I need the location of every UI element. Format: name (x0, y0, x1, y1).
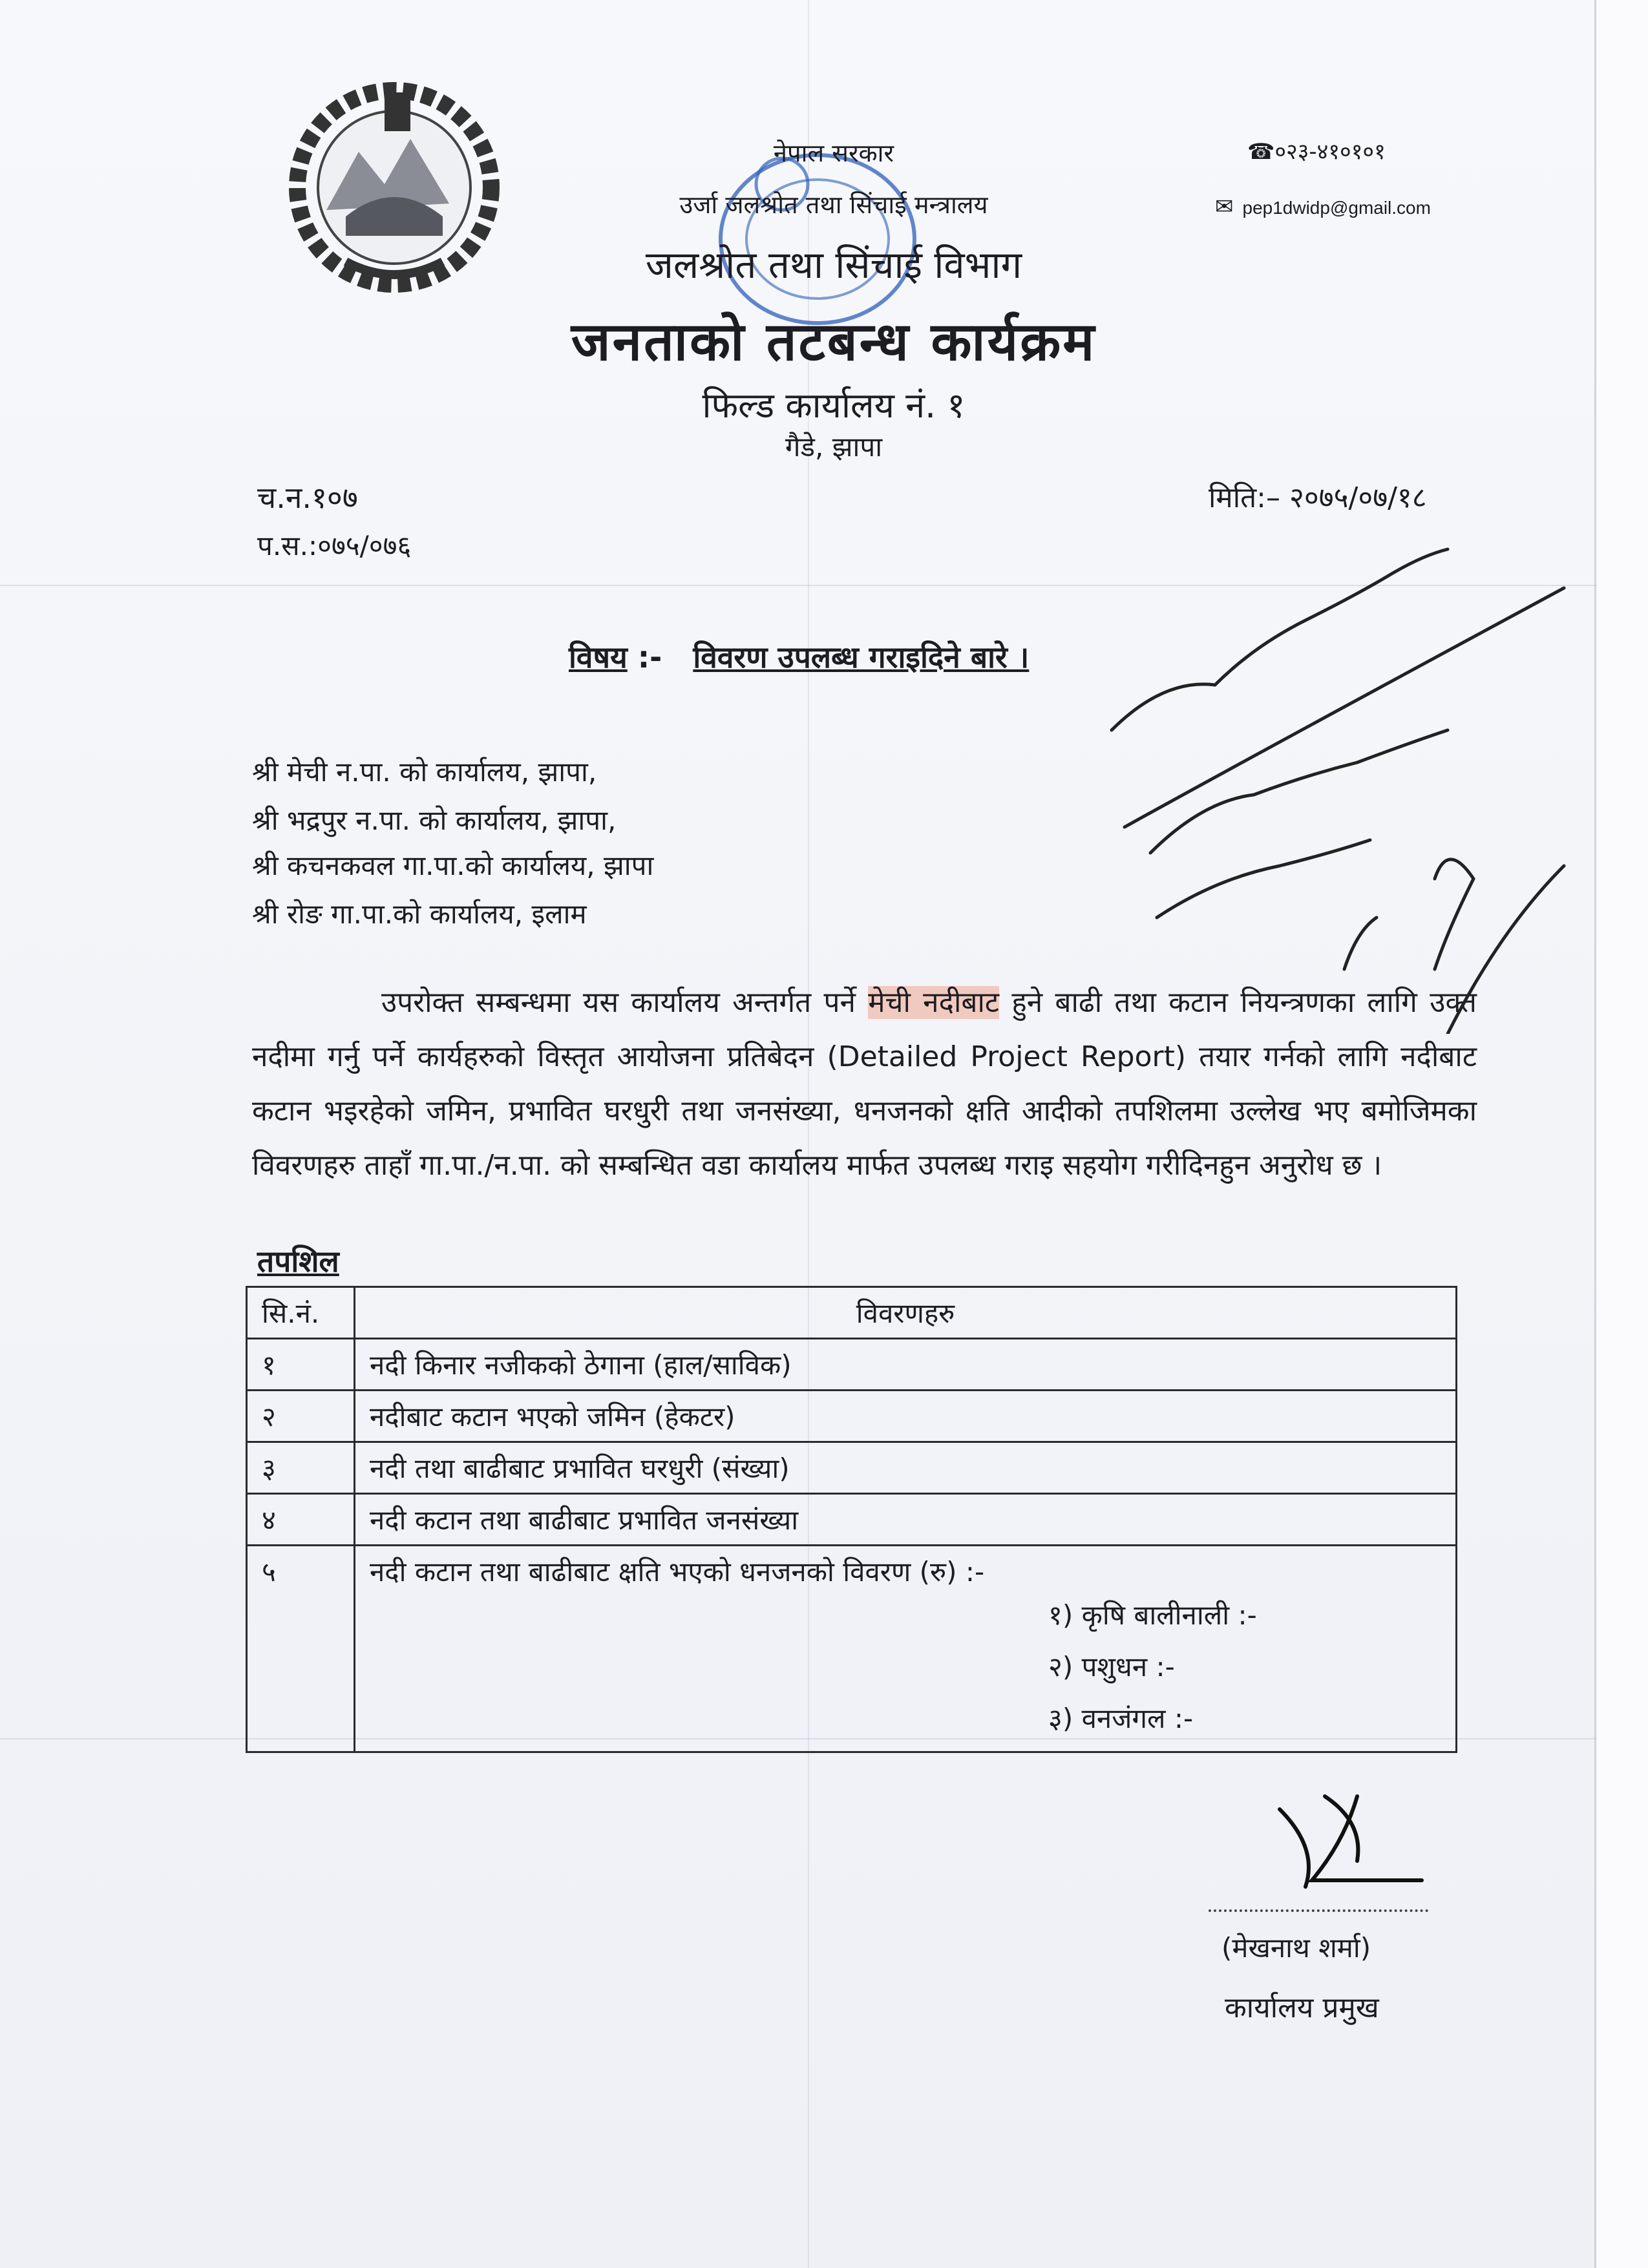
department-name: जलश्रोत तथा सिंचाई विभाग (645, 243, 1022, 287)
row-description (355, 1546, 1457, 1752)
email-address: pep1dwidp@gmail.com (1242, 198, 1431, 218)
phone-number: ०२३-४१०१०१ (1274, 139, 1386, 165)
subject-separator: :- (637, 640, 662, 675)
letter-date: मिति:– २०७५/०७/१८ (1209, 481, 1427, 514)
header-serial: सि.नं. (247, 1287, 355, 1339)
chalan-number: च.न.१०७ (257, 480, 358, 515)
row-description: नदी कटान तथा बाढीबाट प्रभावित जनसंख्या (355, 1494, 1457, 1546)
office-location: गैडे, झापा (785, 431, 883, 463)
ministry-name: उर्जा जलश्रोत तथा सिंचाई मन्त्रालय (679, 191, 988, 219)
envelope-icon: ✉ (1215, 194, 1234, 219)
header-details: विवरणहरु (355, 1287, 1457, 1339)
signatory-name: (मेखनाथ शर्मा) (1221, 1932, 1371, 1964)
addressee-4: श्री रोङ गा.पा.को कार्यालय, इलाम (252, 898, 587, 930)
government-name: नेपाल सरकार (773, 139, 894, 167)
addressee-2: श्री भद्रपुर न.पा. को कार्यालय, झापा, (252, 804, 617, 836)
row-description: नदीबाट कटान भएको जमिन (हेकटर) (355, 1391, 1457, 1442)
table-header-row (247, 1287, 1457, 1339)
row-serial: ३ (247, 1442, 355, 1494)
table-row (247, 1391, 1457, 1442)
sub-item: १) कृषि बालीनाली :- (1048, 1599, 1257, 1631)
program-name: जनताको तटबन्ध कार्यक्रम (571, 311, 1097, 373)
field-office: फिल्ड कार्यालय नं. १ (702, 385, 966, 426)
signatory-role: कार्यालय प्रमुख (1225, 1991, 1379, 2024)
details-table (246, 1286, 1457, 1753)
row-serial: ४ (247, 1494, 355, 1546)
table-row (247, 1494, 1457, 1546)
row-serial: ५ (247, 1546, 355, 1752)
phone-icon: ☎ (1247, 139, 1275, 165)
signature-icon (1267, 1783, 1435, 1906)
addressee-1: श्री मेची न.पा. को कार्यालय, झापा, (252, 756, 597, 788)
nepal-emblem-icon (288, 81, 501, 294)
sub-item: ३) वनजंगल :- (1048, 1703, 1194, 1734)
sub-item: २) पशुधन :- (1048, 1651, 1175, 1683)
row-description: नदी तथा बाढीबाट प्रभावित घरधुरी (संख्या) (355, 1442, 1457, 1494)
row-description-text: नदी कटान तथा बाढीबाट क्षति भएको धनजनको विवरण (रु) :- (370, 1556, 985, 1588)
addressee-3: श्री कचनकवल गा.पा.को कार्यालय, झापा (252, 850, 654, 881)
table-row (247, 1339, 1457, 1391)
table-row (247, 1442, 1457, 1494)
scan-edge (1594, 0, 1648, 2268)
row-description: नदी किनार नजीकको ठेगाना (हाल/साविक) (355, 1339, 1457, 1391)
subject-line (569, 636, 1029, 677)
body-text-rest: हुने बाढी तथा कटान नियन्त्रणका लागि उक्त नदीमा गर्नु पर्ने कार्यहरुको विस्तृत आयोजना प्रतिबेदन (Detailed Project Report) तयार गर्नको लागि नदीबाट कटान भइरहेको जमिन, प्रभावित घरधुरी तथा जनसंख्या, धनजनको क्षति आदीको तपशिलमा उल्लेख भए बमोजिमका विवरणहरु ताहाँ गा.पा./न.पा. को सम्बन्धित वडा कार्यालय मार्फत उपलब्ध गराइ सहयोग गरीदिनहुन अनुरोध छ । (252, 986, 1477, 1182)
row-serial: १ (247, 1339, 355, 1391)
fiscal-year: प.स.:०७५/०७६ (257, 530, 412, 562)
handwritten-note-icon (1086, 517, 1590, 1034)
table-row (247, 1546, 1457, 1752)
row-serial: २ (247, 1391, 355, 1442)
signature-line (1209, 1909, 1428, 1912)
highlighted-river: मेची नदीबाट (868, 986, 1000, 1019)
subject-label: विषय (569, 640, 628, 675)
subject-text: विवरण उपलब्ध गराइदिने बारे । (693, 640, 1030, 675)
body-text-start: उपरोक्त सम्बन्धमा यस कार्यालय अन्तर्गत पर्ने (381, 986, 869, 1019)
phone-line (1247, 136, 1386, 165)
email-line (1215, 194, 1431, 220)
table-title: तपशिल (257, 1244, 339, 1279)
